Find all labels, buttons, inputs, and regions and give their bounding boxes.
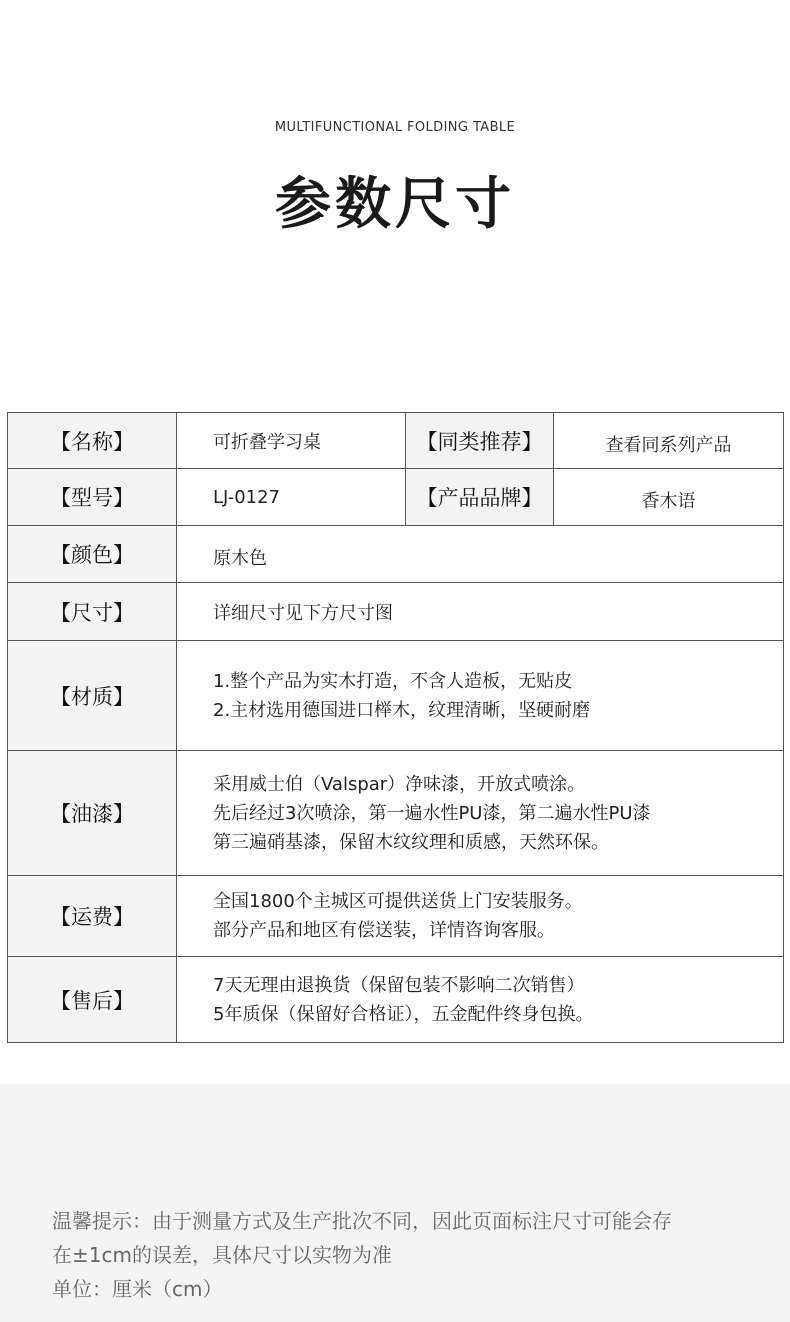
shipping-line-2: 部分产品和地区有偿送装，详情咨询客服。 — [213, 920, 555, 941]
material-label: 【材质】 — [8, 641, 177, 751]
size-label: 【尺寸】 — [8, 583, 177, 641]
shipping-line-1: 全国1800个主城区可提供送货上门安装服务。 — [213, 891, 583, 912]
paint-line-1: 采用威士伯（Valspar）净味漆，开放式喷涂。 — [213, 773, 586, 795]
recommend-link[interactable]: 查看同系列产品 — [554, 413, 784, 469]
material-line-1: 1.整个产品为实木打造，不含人造板，无贴皮 — [213, 670, 573, 692]
paint-line-2: 先后经过3次喷涂，第一遍水性PU漆，第二遍水性PU漆 — [213, 802, 651, 824]
notice-text — [52, 1204, 752, 1306]
model-value: LJ-0127 — [177, 469, 406, 526]
table-row — [8, 751, 784, 876]
section-subtitle: MULTIFUNCTIONAL FOLDING TABLE — [274, 120, 516, 135]
color-label: 【颜色】 — [8, 526, 177, 583]
aftersale-line-2: 5年质保（保留好合格证），五金配件终身包换。 — [213, 1003, 594, 1025]
table-row — [8, 957, 784, 1043]
material-line-2: 2.主材选用德国进口榉木，纹理清晰，坚硬耐磨 — [213, 699, 591, 721]
recommend-label: 【同类推荐】 — [406, 413, 554, 469]
aftersale-value — [177, 957, 784, 1043]
size-value: 详细尺寸见下方尺寸图 — [177, 583, 784, 641]
aftersale-line-1: 7天无理由退换货（保留包装不影响二次销售） — [213, 974, 585, 996]
notice-panel — [0, 1084, 790, 1322]
shipping-value — [177, 876, 784, 957]
brand-value: 香木语 — [554, 469, 784, 526]
notice-line-2: 在±1cm的误差，具体尺寸以实物为准 — [52, 1243, 392, 1267]
spec-table — [7, 412, 784, 1043]
brand-label: 【产品品牌】 — [406, 469, 554, 526]
paint-line-3: 第三遍硝基漆，保留木纹纹理和质感，天然环保。 — [213, 831, 609, 853]
name-label: 【名称】 — [8, 413, 177, 469]
paint-value — [177, 751, 784, 876]
model-label: 【型号】 — [8, 469, 177, 526]
table-row — [8, 526, 784, 583]
table-row — [8, 413, 784, 469]
table-row — [8, 469, 784, 526]
shipping-label: 【运费】 — [8, 876, 177, 957]
color-value: 原木色 — [177, 526, 784, 583]
notice-line-1: 温馨提示：由于测量方式及生产批次不同，因此页面标注尺寸可能会存 — [52, 1209, 672, 1233]
material-value — [177, 641, 784, 751]
table-row — [8, 583, 784, 641]
name-value: 可折叠学习桌 — [177, 413, 406, 469]
aftersale-label: 【售后】 — [8, 957, 177, 1043]
section-title: 参数尺寸 — [275, 172, 515, 237]
table-row — [8, 641, 784, 751]
notice-line-3: 单位：厘米（cm） — [52, 1277, 223, 1301]
table-row — [8, 876, 784, 957]
paint-label: 【油漆】 — [8, 751, 177, 876]
